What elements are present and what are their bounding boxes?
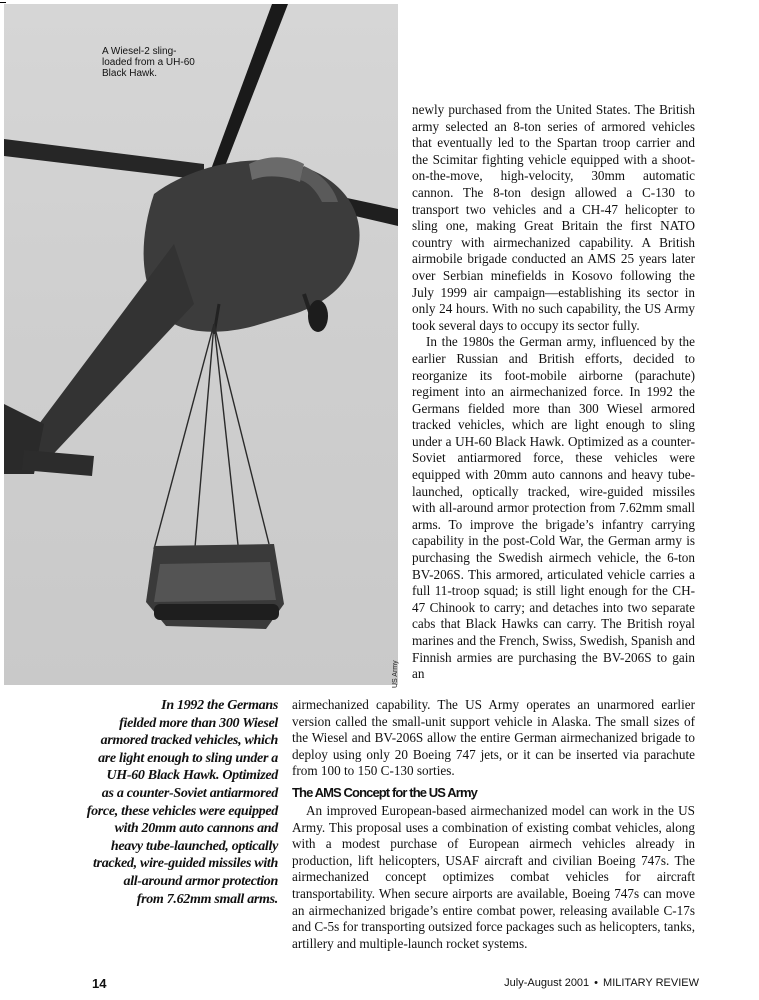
helicopter-photo	[4, 4, 398, 685]
photo-caption: A Wiesel-2 sling- loaded from a UH-60 Black Hawk.	[102, 46, 195, 79]
crop-mark	[0, 2, 6, 3]
body-paragraph: An improved European-based airmechanized model can work in the US Army. This proposal uses a combination of existing combat vehicles, along with a modest purchase of European airmech vehicles already in production, lift helicopters, USAF aircraft and civilian Boeing 747s. The airmechanized concept optimizes combat vehicles for aircraft transportability. When secure airports are available, Boeing 747s can move an airmechanized brigade’s entire combat power, releasing available C-17s and C-5s for transporting outsized force packages such as helicopters, tanks, artillery and multiple-launch rocket systems.	[292, 802, 695, 951]
right-column	[412, 102, 695, 683]
issue-date: July-August 2001	[504, 977, 590, 989]
body-paragraph: newly purchased from the United States. The British army selected an 8-ton series of armored vehicles that eventually led to the Spartan troop carrier and the Scimitar fighting vehicle equipped with a shoot-on-the-move, high-velocity, 30mm automatic cannon. The 8-ton design allowed a C-130 to transport two vehicles and a CH-47 helicopter to sling one, making Great Britain the first NATO country with airmechanized capability. A British airmobile brigade conducted an AMS 25 years later over Serbian minefields in Kosovo following the July 1999 air campaign—establishing its sector in only 24 hours. With no such capability, the US Army took several days to occupy its sector fully.	[412, 102, 695, 333]
pull-quote: In 1992 the Germans fielded more than 300 Wiesel armored tracked vehicles, which are light enough to sling under a UH-60 Black Hawk. Optimized as a counter-Soviet antiarmored force, these vehicles were equipped with 20mm auto cannons and heavy tube-launched, optically tracked, wire-guided missiles with all-around armor protection from 7.62mm small arms.	[86, 698, 278, 907]
bottom-column	[292, 697, 695, 952]
page-number: 14	[92, 976, 107, 991]
page-footer	[0, 976, 759, 996]
body-paragraph: In the 1980s the German army, influenced by the earlier Russian and British efforts, decided to reorganize its foot-mobile airborne (parachute) regiment into an airmechanized force. In 1992 the Germans fielded more than 300 Wiesel armored tracked vehicles, which are light enough to sling under a UH-60 Black Hawk. Optimized as a counter-Soviet antiarmored force, these vehicles were equipped with 20mm auto cannons and heavy tube-launched, optically tracked, wire-guided missiles with all-around armor protection from 7.62mm small arms. To improve the brigade’s infantry carrying capability in the post-Cold War, the German army is purchasing the Swedish airmech vehicle, the 6-ton BV-206S. This armored, articulated vehicle carries a full 11-troop squad; is still light enough for the CH-47 Chinook to carry; and detaches into two separate cabs that Black Hawks can carry. The British royal marines and the French, Swiss, Swedish, Spanish and Finnish armies are purchasing the BV-206S to gain an	[412, 334, 695, 682]
helicopter-tail-boom	[24, 244, 194, 464]
rotor-blade-left	[4, 139, 204, 180]
helicopter-illustration	[4, 4, 398, 685]
footer-publication	[504, 977, 699, 989]
bullet-separator: •	[594, 977, 599, 989]
publication-name: MILITARY REVIEW	[603, 977, 699, 989]
photo-credit: US Army	[392, 660, 399, 688]
rotor-blade-top	[210, 4, 288, 174]
body-paragraph: airmechanized capability. The US Army operates an unarmored earlier version called the small-unit support vehicle in Alaska. The small sizes of the Wiesel and BV-206S allow the entire German airmechanized brigade to deploy using only 20 Boeing 747 jets, or it can be inserted via parachute from 100 to 150 C-130 sorties.	[292, 697, 695, 779]
section-heading: The AMS Concept for the US Army	[292, 784, 477, 800]
